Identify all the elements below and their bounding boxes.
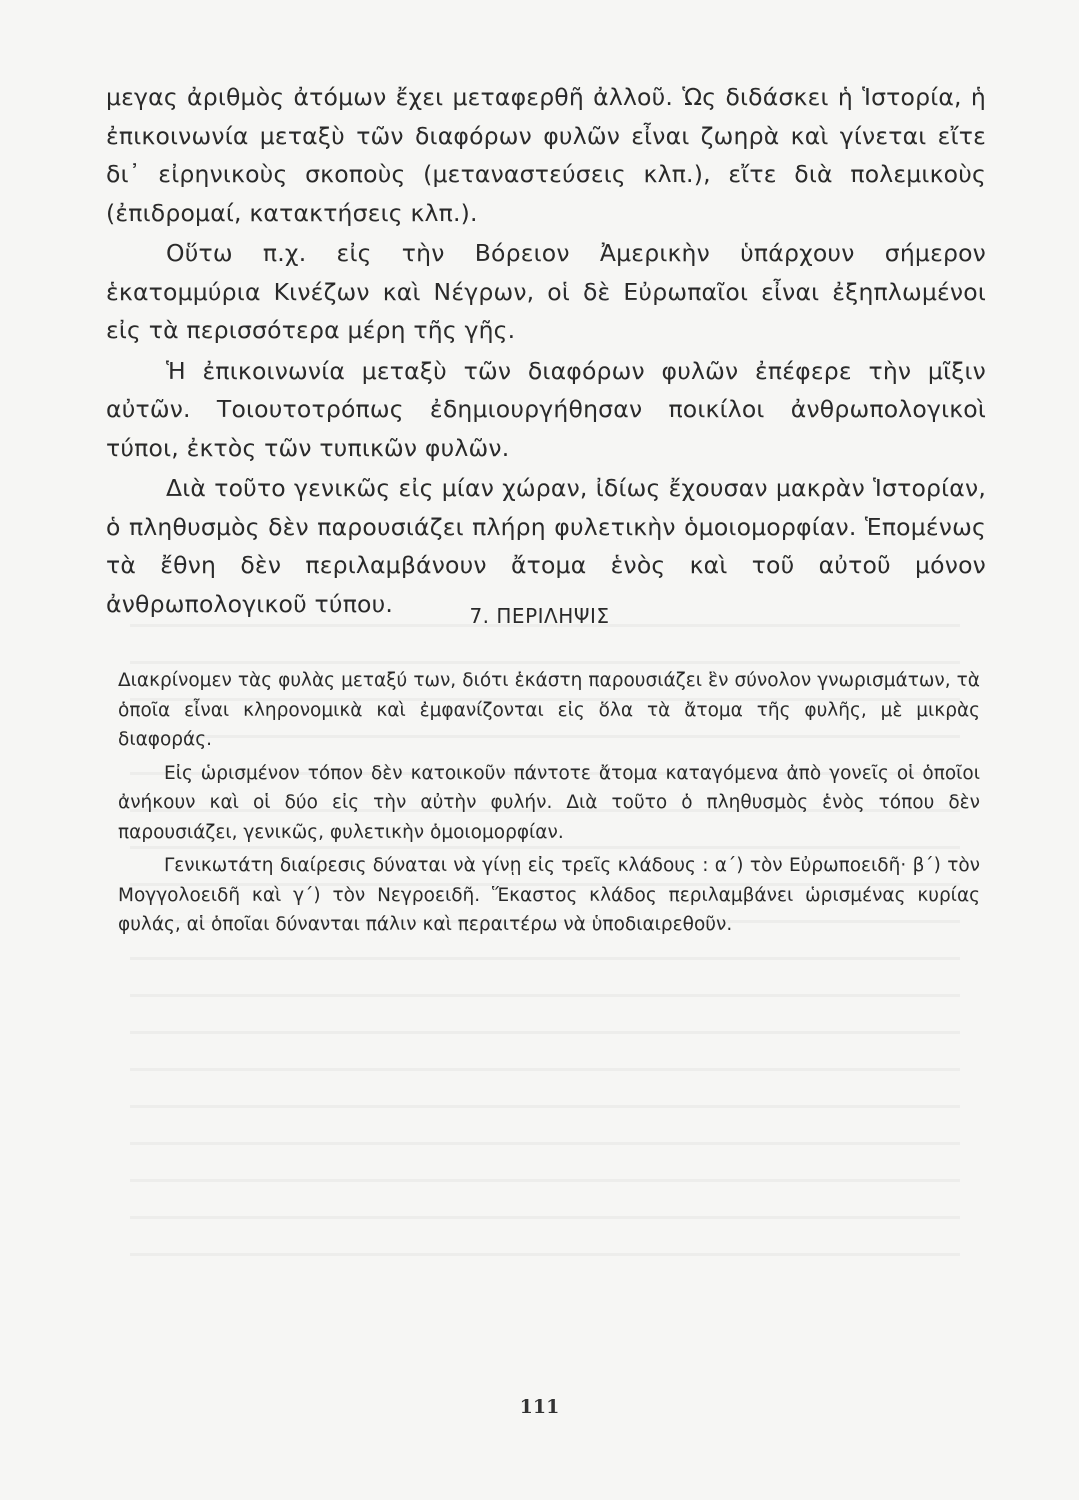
summary-text-block <box>118 666 980 940</box>
main-paragraph: Διὰ τοῦτο γενικῶς εἰς μίαν χώραν, ἰδίως ἔχουσαν μακρὰν Ἱστορίαν, ὁ πληθυσμὸς δὲν παρουσιάζει πλήρη φυλετικὴν ὁμοιομορφίαν. Ἑπομένως τὰ ἔθνη δὲν περιλαμβάνουν ἄτομα ἑνὸς καὶ τοῦ αὐτοῦ μόνον ἀνθρωπολογικοῦ τύπου. <box>106 474 986 618</box>
summary-paragraph: Διακρίνομεν τὰς φυλὰς μεταξύ των, διότι ἑκάστη παρουσιάζει ἓν σύνολον γνωρισμάτων, τὰ ὁποῖα εἶναι κληρονομικὰ καὶ ἐμφανίζονται εἰς ὅλα τὰ ἄτομα τῆς φυλῆς, μὲ μικρὰς διαφοράς. <box>118 670 980 750</box>
summary-paragraph: Γενικωτάτη διαίρεσις δύναται νὰ γίνῃ εἰς τρεῖς κλάδους : α΄) τὸν Εὐρωποειδῆ· β΄) τὸν Μογγολοειδῆ καὶ γ΄) τὸν Νεγροειδῆ. Ἕκαστος κλάδος περιλαμβάνει ὡρισμένας κυρίας φυλάς, αἱ ὁποῖαι δύνανται πάλιν καὶ περαιτέρω νὰ ὑποδιαιρεθοῦν. <box>118 855 980 935</box>
main-paragraph: Οὕτω π.χ. εἰς τὴν Βόρειον Ἀμερικὴν ὑπάρχουν σήμερον ἑκατομμύρια Κινέζων καὶ Νέγρων, οἱ δὲ Εὐρωπαῖοι εἶναι ἐξηπλωμένοι εἰς τὰ περισσότερα μέρη τῆς γῆς. <box>106 239 986 344</box>
main-paragraph: μεγας ἀριθμὸς ἀτόμων ἔχει μεταφερθῆ ἀλλοῦ. Ὡς διδάσκει ἡ Ἱστορία, ἡ ἐπικοινωνία μεταξὺ τῶν διαφόρων φυλῶν εἶναι ζωηρὰ καὶ γίνεται εἴτε δι᾽ εἰρηνικοὺς σκοποὺς (μεταναστεύσεις κλπ.), εἴτε διὰ πολεμικοὺς (ἐπιδρομαί, κατακτήσεις κλπ.). <box>106 83 986 227</box>
main-paragraph: Ἡ ἐπικοινωνία μεταξὺ τῶν διαφόρων φυλῶν ἐπέφερε τὴν μῖξιν αὐτῶν. Τοιουτοτρόπως ἐδημιουργήθησαν ποικίλοι ἀνθρωπολογικοὶ τύποι, ἐκτὸς τῶν τυπικῶν φυλῶν. <box>106 356 986 462</box>
summary-paragraph: Εἰς ὡρισμένον τόπον δὲν κατοικοῦν πάντοτε ἄτομα καταγόμενα ἀπὸ γονεῖς οἱ ὁποῖοι ἀνήκουν καὶ οἱ δύο εἰς τὴν αὐτὴν φυλήν. Διὰ τοῦτο ὁ πληθυσμὸς ἑνὸς τόπου δὲν παρουσιάζει, γενικῶς, φυλετικὴν ὁμοιομορφίαν. <box>118 762 980 843</box>
main-text-block <box>106 78 986 623</box>
section-heading: 7. ΠΕΡΙΛΗΨΙΣ <box>469 604 610 628</box>
page-number: 111 <box>519 1396 560 1418</box>
